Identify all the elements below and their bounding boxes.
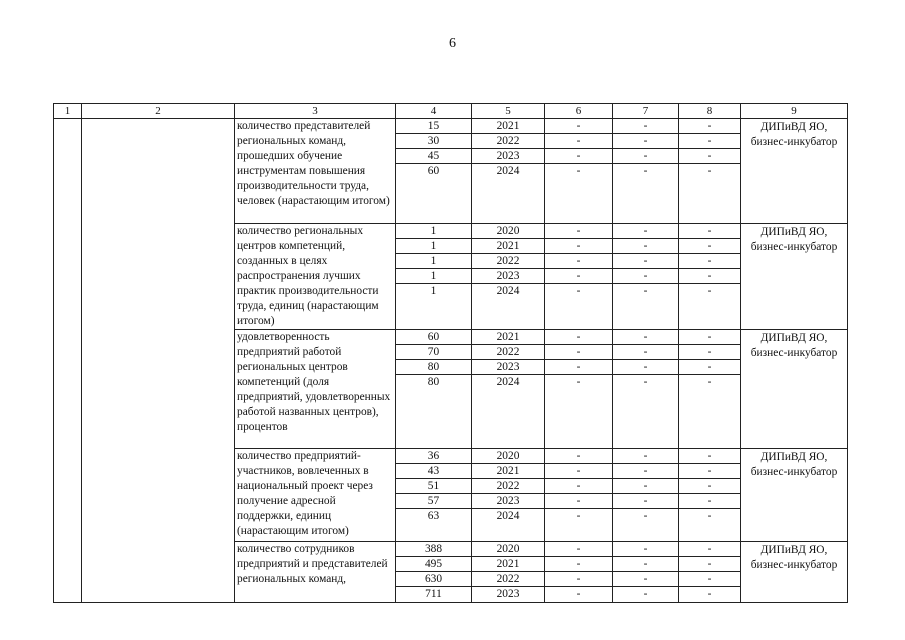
col6-value: - [545, 164, 613, 224]
col7-value: - [613, 572, 679, 587]
col7-value: - [613, 239, 679, 254]
target-value: 1 [396, 269, 472, 284]
col7-value: - [613, 284, 679, 330]
col8-value: - [679, 557, 741, 572]
target-value: 70 [396, 345, 472, 360]
col6-value: - [545, 284, 613, 330]
year: 2021 [472, 464, 545, 479]
column-header-1: 1 [54, 104, 82, 119]
col8-value: - [679, 149, 741, 164]
col6-value: - [545, 509, 613, 542]
col6-value: - [545, 119, 613, 134]
target-value: 51 [396, 479, 472, 494]
col7-value: - [613, 360, 679, 375]
col7-value: - [613, 254, 679, 269]
col7-value: - [613, 449, 679, 464]
responsible-executor: ДИПиВД ЯО, бизнес-инкубатор [741, 330, 848, 449]
col7-value: - [613, 269, 679, 284]
year: 2024 [472, 284, 545, 330]
col8-value: - [679, 572, 741, 587]
year: 2020 [472, 224, 545, 239]
col7-value: - [613, 375, 679, 449]
col7-value: - [613, 557, 679, 572]
col7-value: - [613, 542, 679, 557]
col6-value: - [545, 449, 613, 464]
col6-value: - [545, 572, 613, 587]
col7-value: - [613, 224, 679, 239]
col7-value: - [613, 587, 679, 603]
target-value: 80 [396, 360, 472, 375]
year: 2022 [472, 254, 545, 269]
target-value: 1 [396, 284, 472, 330]
header-row [54, 104, 848, 119]
year: 2021 [472, 239, 545, 254]
responsible-executor: ДИПиВД ЯО, бизнес-инкубатор [741, 542, 848, 603]
year: 2021 [472, 119, 545, 134]
col8-value: - [679, 449, 741, 464]
target-value: 57 [396, 494, 472, 509]
target-value: 36 [396, 449, 472, 464]
year: 2023 [472, 494, 545, 509]
col8-value: - [679, 254, 741, 269]
target-value: 45 [396, 149, 472, 164]
col6-value: - [545, 360, 613, 375]
col8-value: - [679, 587, 741, 603]
col7-value: - [613, 509, 679, 542]
year: 2024 [472, 509, 545, 542]
target-value: 60 [396, 330, 472, 345]
target-value: 388 [396, 542, 472, 557]
column-header-3: 3 [235, 104, 396, 119]
column-header-8: 8 [679, 104, 741, 119]
col6-value: - [545, 479, 613, 494]
col8-value: - [679, 494, 741, 509]
column-header-9: 9 [741, 104, 848, 119]
target-value: 630 [396, 572, 472, 587]
col7-value: - [613, 494, 679, 509]
target-value: 1 [396, 254, 472, 269]
column-header-2: 2 [82, 104, 235, 119]
col8-value: - [679, 164, 741, 224]
col7-value: - [613, 464, 679, 479]
year: 2020 [472, 542, 545, 557]
col2-cell [82, 119, 235, 603]
page-number: 6 [449, 36, 456, 51]
year: 2022 [472, 572, 545, 587]
col6-value: - [545, 254, 613, 269]
col6-value: - [545, 224, 613, 239]
col6-value: - [545, 134, 613, 149]
col7-value: - [613, 119, 679, 134]
year: 2020 [472, 449, 545, 464]
col6-value: - [545, 464, 613, 479]
target-value: 60 [396, 164, 472, 224]
table-header [54, 104, 848, 119]
indicator-description: количество представителей региональных команд, прошедших обучение инструментам повышения производительности труда, человек (нарастающим итогом) [235, 119, 396, 224]
col8-value: - [679, 345, 741, 360]
year: 2022 [472, 345, 545, 360]
indicator-description: удовлетворенность предприятий работой региональных центров компетенций (доля предприятий, удовлетворенных работой названных центров), процентов [235, 330, 396, 449]
col6-value: - [545, 557, 613, 572]
col8-value: - [679, 119, 741, 134]
table-body [54, 119, 848, 603]
responsible-executor: ДИПиВД ЯО, бизнес-инкубатор [741, 449, 848, 542]
col8-value: - [679, 360, 741, 375]
col8-value: - [679, 542, 741, 557]
col7-value: - [613, 479, 679, 494]
column-header-4: 4 [396, 104, 472, 119]
target-value: 80 [396, 375, 472, 449]
col6-value: - [545, 330, 613, 345]
col6-value: - [545, 345, 613, 360]
col1-cell [54, 119, 82, 603]
col8-value: - [679, 269, 741, 284]
year: 2023 [472, 269, 545, 284]
col6-value: - [545, 542, 613, 557]
col7-value: - [613, 164, 679, 224]
column-header-6: 6 [545, 104, 613, 119]
target-value: 43 [396, 464, 472, 479]
col7-value: - [613, 134, 679, 149]
col6-value: - [545, 239, 613, 254]
year: 2024 [472, 375, 545, 449]
col8-value: - [679, 509, 741, 542]
year: 2023 [472, 360, 545, 375]
table-row [54, 119, 848, 134]
indicator-description: количество региональных центров компетенций, созданных в целях распространения лучших практик производительности труда, единиц (нарастающим итогом) [235, 224, 396, 330]
col6-value: - [545, 269, 613, 284]
year: 2022 [472, 479, 545, 494]
target-value: 15 [396, 119, 472, 134]
col8-value: - [679, 330, 741, 345]
col8-value: - [679, 479, 741, 494]
col6-value: - [545, 587, 613, 603]
indicators-table [53, 103, 848, 603]
indicator-description: количество предприятий-участников, вовлеченных в национальный проект через получение адресной поддержки, единиц (нарастающим итогом) [235, 449, 396, 542]
col8-value: - [679, 134, 741, 149]
col8-value: - [679, 224, 741, 239]
year: 2021 [472, 330, 545, 345]
col8-value: - [679, 375, 741, 449]
col8-value: - [679, 464, 741, 479]
year: 2023 [472, 587, 545, 603]
year: 2024 [472, 164, 545, 224]
target-value: 1 [396, 239, 472, 254]
responsible-executor: ДИПиВД ЯО, бизнес-инкубатор [741, 224, 848, 330]
column-header-5: 5 [472, 104, 545, 119]
col6-value: - [545, 494, 613, 509]
col8-value: - [679, 284, 741, 330]
col7-value: - [613, 330, 679, 345]
responsible-executor: ДИПиВД ЯО, бизнес-инкубатор [741, 119, 848, 224]
year: 2022 [472, 134, 545, 149]
indicator-description: количество сотрудников предприятий и представителей региональных команд, [235, 542, 396, 603]
year: 2021 [472, 557, 545, 572]
col6-value: - [545, 375, 613, 449]
col8-value: - [679, 239, 741, 254]
col7-value: - [613, 149, 679, 164]
column-header-7: 7 [613, 104, 679, 119]
target-value: 495 [396, 557, 472, 572]
col7-value: - [613, 345, 679, 360]
target-value: 30 [396, 134, 472, 149]
col6-value: - [545, 149, 613, 164]
year: 2023 [472, 149, 545, 164]
target-value: 1 [396, 224, 472, 239]
target-value: 63 [396, 509, 472, 542]
target-value: 711 [396, 587, 472, 603]
